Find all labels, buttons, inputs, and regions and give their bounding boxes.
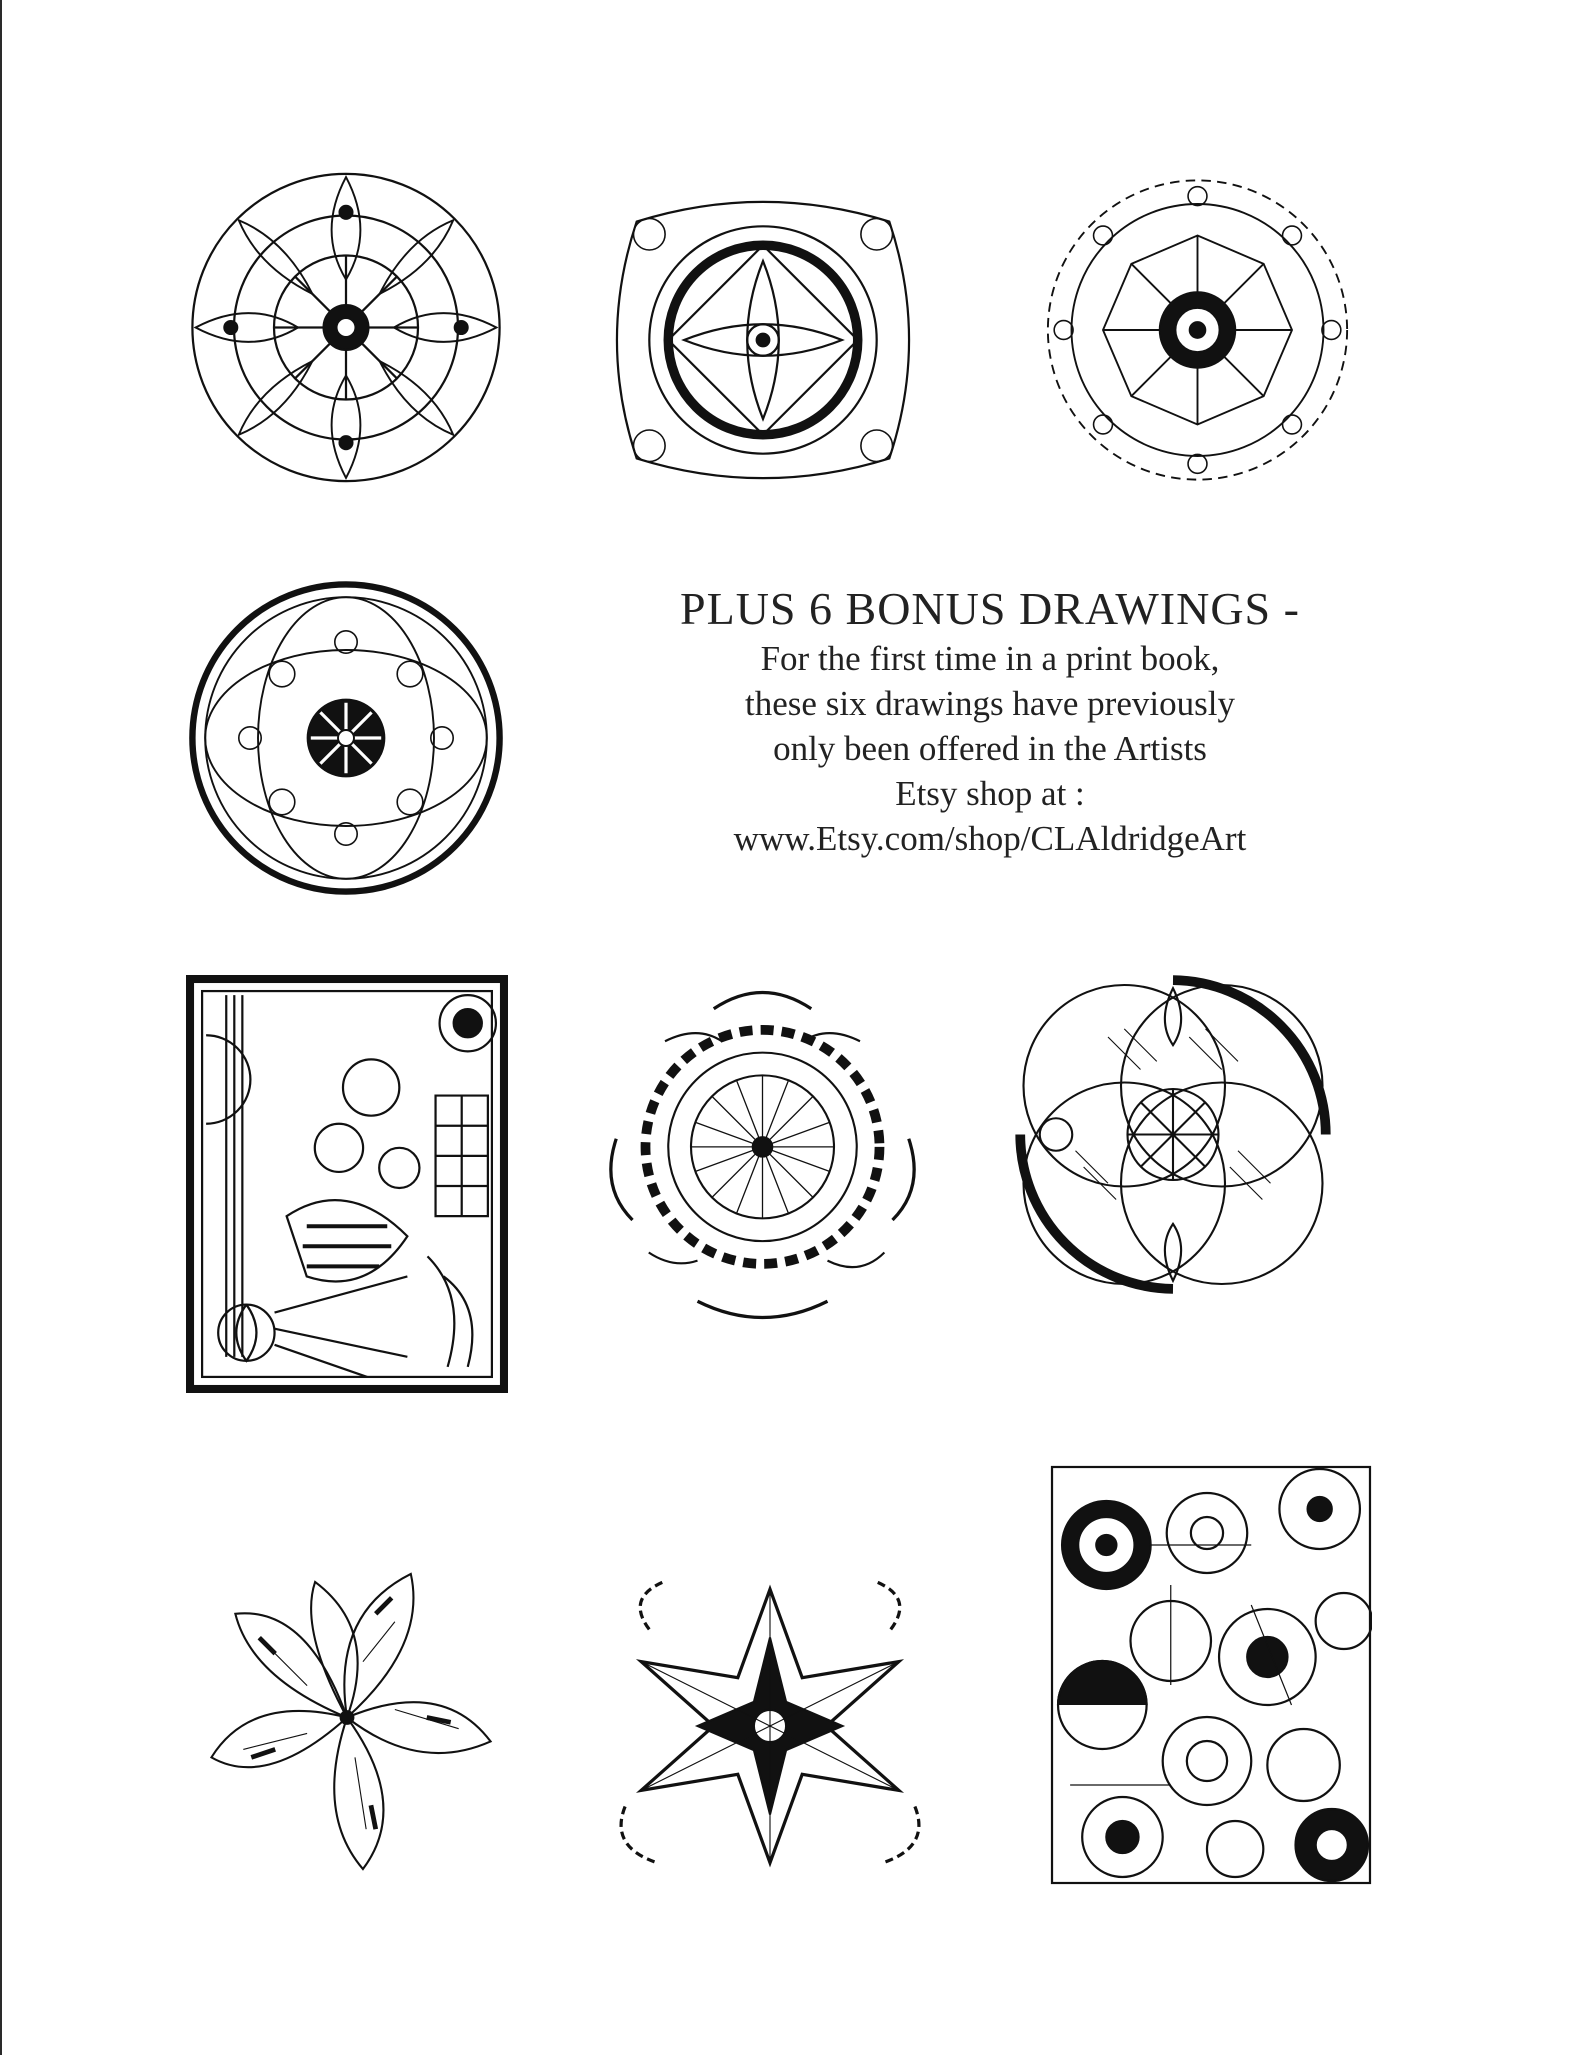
star-flower-drawing [600, 1565, 940, 1887]
etsy-shop-url: www.Etsy.com/shop/CLAldridgeArt [733, 819, 1247, 858]
zentangle-drawing-rectangular-2 [1050, 1465, 1372, 1885]
mandala-drawing-3 [1040, 170, 1355, 490]
mandala-drawing-5 [600, 975, 925, 1335]
promo-line: these six drawings have previously [745, 684, 1235, 723]
bonus-drawings-promo [610, 582, 1370, 861]
mandala-drawing-2 [603, 190, 923, 490]
mandala-drawing-6 [1008, 972, 1338, 1297]
zentangle-drawing-rectangular-1 [186, 975, 508, 1393]
promo-line: Etsy shop at : [895, 774, 1085, 813]
page-left-border [0, 0, 2, 2055]
pinwheel-drawing [186, 1550, 508, 1885]
mandala-drawing-1 [186, 165, 506, 490]
promo-line: For the first time in a print book, [760, 639, 1220, 678]
promo-heading: PLUS 6 BONUS DRAWINGS - [680, 583, 1300, 634]
mandala-drawing-4 [186, 578, 506, 898]
promo-line: only been offered in the Artists [773, 729, 1207, 768]
